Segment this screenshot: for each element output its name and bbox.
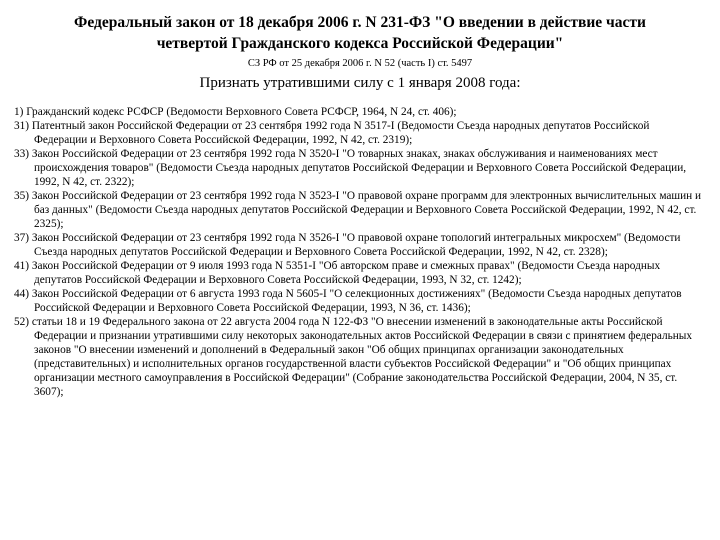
title-line-1: Федеральный закон от 18 декабря 2006 г. N 231-ФЗ "О введении в действие части bbox=[74, 14, 646, 31]
list-item: 41) Закон Российской Федерации от 9 июля 1993 года N 5351-I "Об авторском праве и смежных правах" (Ведомости Съезда народных депутатов Российской Федерации и Верховного Совета Российской Федерации, 1993, N 32, ст. 1242); bbox=[14, 260, 661, 286]
section-heading: Признать утратившими силу с 1 января 2008 года: bbox=[199, 75, 521, 91]
list-item: 37) Закон Российской Федерации от 23 сентября 1992 года N 3526-I "О правовой охране топологий интегральных микросхем" (Ведомости Съезда народных депутатов Российской Федерации и Верховного Совета Российской Федерации, 1992, N 42, ст. 2328); bbox=[14, 232, 681, 258]
list-item: 52) статьи 18 и 19 Федерального закона от 22 августа 2004 года N 122-ФЗ "О внесении изменений в законодательные акты Российской Федерации и признании утратившими силу некоторых законодательных актов Российской Федерации в связи с принятием федеральных законов "О внесении изменений и дополнений в Федеральный закон "Об общих принципах организации законодательных (представительных) и исполнительных органов государственной власти субъектов Российской Федерации" и "Об общих принципах организации местного самоуправления в Российской Федерации" (Собрание законодательства Российской Федерации, 2004, N 35, ст. 3607); bbox=[14, 316, 693, 398]
list-item: 44) Закон Российской Федерации от 6 августа 1993 года N 5605-I "О селекционных достижениях" (Ведомости Съезда народных депутатов Российской Федерации и Верховного Совета Российской Федерации, 1993, N 36, ст. 1436); bbox=[14, 288, 682, 314]
repealed-acts-list bbox=[14, 105, 704, 399]
list-item: 31) Патентный закон Российской Федерации от 23 сентября 1992 года N 3517-I (Ведомости Съезда народных депутатов Российской Федерации и Верховного Совета Российской Федерации, 1992, N 42, ст. 2319); bbox=[14, 120, 650, 146]
list-item: 35) Закон Российской Федерации от 23 сентября 1992 года N 3523-I "О правовой охране программ для электронных вычислительных машин и баз данных" (Ведомости Съезда народных депутатов Российской Федерации и Верховного Совета Российской Федерации, 1992, N 42, ст. 2325); bbox=[14, 190, 702, 230]
list-item: 33) Закон Российской Федерации от 23 сентября 1992 года N 3520-I "О товарных знаках, знаках обслуживания и наименованиях мест происхождения товаров" (Ведомости Съезда народных депутатов Российской Федерации и Верховного Совета Российской Федерации, 1992, N 42, ст. 2322); bbox=[14, 148, 687, 188]
source-citation: СЗ РФ от 25 декабря 2006 г. N 52 (часть I) ст. 5497 bbox=[247, 58, 473, 69]
title-line-2: четвертой Гражданского кодекса Российской Федерации" bbox=[156, 35, 564, 52]
document-title bbox=[40, 12, 680, 54]
list-item: 1) Гражданский кодекс РСФСР (Ведомости Верховного Совета РСФСР, 1964, N 24, ст. 406); bbox=[14, 106, 457, 118]
